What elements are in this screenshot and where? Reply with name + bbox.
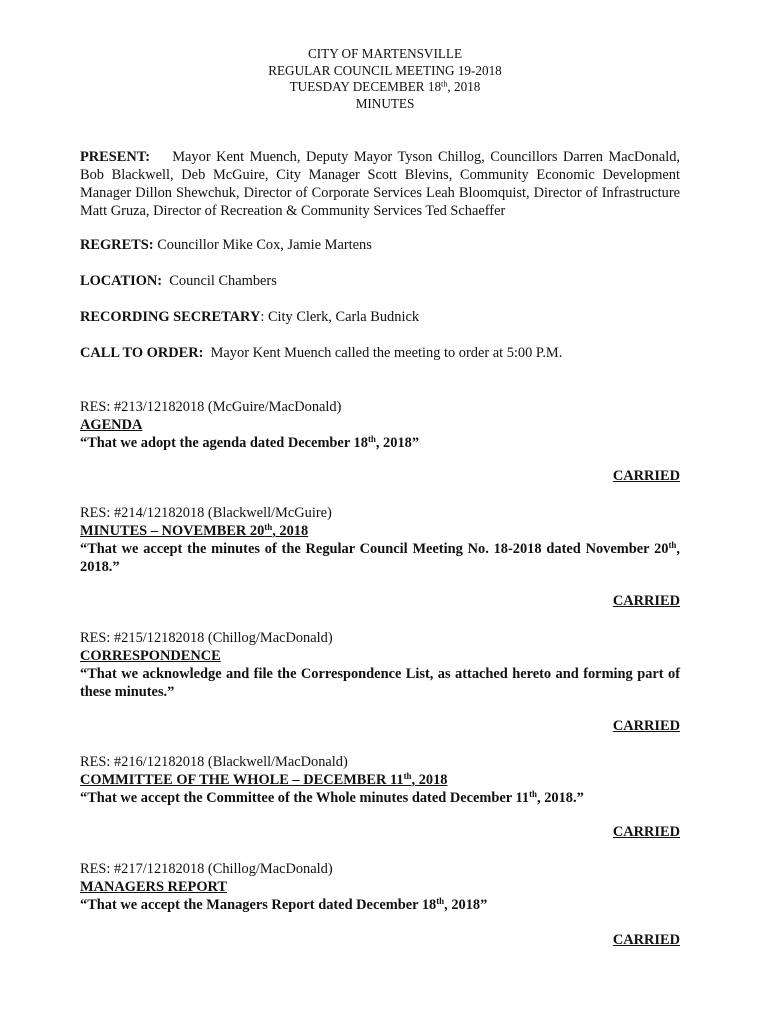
present-text: Mayor Kent Muench, Deputy Mayor Tyson Chillog, Councillors Darren MacDonald, Bob Blackwell, Deb McGuire, City Manager Scott Blevins, Community Economic Development Manager Dillon Shewchuk, Director of Corporate Services Leah Bloomquist, Director of Infrastructure Matt Gruza, Director of Recreation & Community Services Ted Schaeffer <box>80 149 680 219</box>
resolution-title: CORRESPONDENCE <box>80 648 221 664</box>
call-to-order-section <box>80 344 680 362</box>
resolution-title: MINUTES – NOVEMBER 20th, 2018 <box>80 522 309 539</box>
recording-secretary-text: : City Clerk, Carla Budnick <box>260 309 420 325</box>
meeting-date-year: , 2018 <box>447 79 481 94</box>
resolution-214 <box>80 504 680 576</box>
meeting-title: REGULAR COUNCIL MEETING 19-2018 <box>268 62 502 78</box>
resolution-number: RES: #215/12182018 (Chillog/MacDonald) <box>80 630 333 646</box>
meeting-date <box>0 79 770 96</box>
city-name: CITY OF MARTENSVILLE <box>307 46 463 61</box>
present-label: PRESENT: <box>80 149 151 165</box>
document-type: MINUTES <box>355 95 415 111</box>
resolution-number: RES: #216/12182018 (Blackwell/MacDonald) <box>80 754 348 770</box>
carried-215: CARRIED <box>612 718 680 734</box>
call-to-order-label: CALL TO ORDER: <box>80 345 204 361</box>
document-header <box>0 46 770 112</box>
regrets-label: REGRETS: <box>80 237 154 253</box>
call-to-order-text: Mayor Kent Muench called the meeting to order at 5:00 P.M. <box>210 345 563 361</box>
resolution-217 <box>80 860 680 914</box>
resolution-motion: “That we accept the minutes of the Regular Council Meeting No. 18-2018 dated November 20th, 2018.” <box>80 540 680 575</box>
meeting-date-sup: th <box>441 79 448 89</box>
carried-213: CARRIED <box>612 468 680 484</box>
resolution-number: RES: #213/12182018 (McGuire/MacDonald) <box>80 399 342 415</box>
resolution-title: MANAGERS REPORT <box>80 879 228 895</box>
resolution-motion: “That we acknowledge and file the Correspondence List, as attached hereto and forming part of these minutes.” <box>80 666 680 700</box>
location-section <box>80 272 680 290</box>
regrets-text: Councillor Mike Cox, Jamie Martens <box>157 237 372 253</box>
resolution-motion: “That we adopt the agenda dated December 18th, 2018” <box>80 434 420 451</box>
resolution-number: RES: #217/12182018 (Chillog/MacDonald) <box>80 861 333 877</box>
carried-214: CARRIED <box>612 593 680 609</box>
recording-secretary-label: RECORDING SECRETARY <box>80 309 261 325</box>
recording-secretary-section <box>80 308 680 326</box>
resolution-number: RES: #214/12182018 (Blackwell/McGuire) <box>80 505 332 521</box>
resolution-213 <box>80 398 680 452</box>
resolution-title: COMMITTEE OF THE WHOLE – DECEMBER 11th, 2018 <box>80 771 448 788</box>
resolution-title: AGENDA <box>80 417 143 433</box>
regrets-section <box>80 236 680 254</box>
resolution-216 <box>80 753 680 807</box>
resolution-motion: “That we accept the Committee of the Whole minutes dated December 11th, 2018.” <box>80 789 584 806</box>
location-label: LOCATION: <box>80 273 163 289</box>
meeting-date-text: TUESDAY DECEMBER 18 <box>289 79 442 94</box>
carried-216: CARRIED <box>612 824 680 840</box>
resolution-motion: “That we accept the Managers Report dated December 18th, 2018” <box>80 896 488 913</box>
resolution-215 <box>80 629 680 701</box>
present-section <box>80 148 680 220</box>
carried-217: CARRIED <box>612 932 680 948</box>
location-text: Council Chambers <box>169 273 277 289</box>
